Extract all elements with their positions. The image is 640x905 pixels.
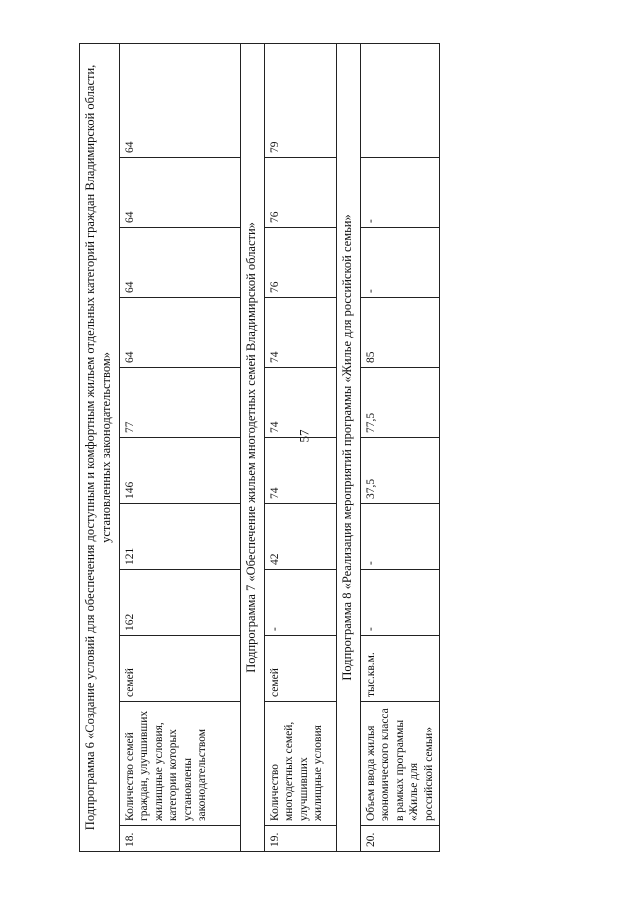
- unit-cell: семей: [265, 636, 337, 702]
- value-cell: 37,5: [361, 438, 440, 504]
- section-8-title: Подпрограмма 8 «Реализация мероприятий программы «Жилье для российской семьи»: [337, 43, 361, 851]
- value-cell: 64: [120, 43, 241, 157]
- page-number: 57: [296, 429, 312, 443]
- section-8-header-row: [337, 43, 361, 851]
- section-7-title: Подпрограмма 7 «Обеспечение жильем многодетных семей Владимирской области»: [241, 43, 265, 851]
- section-7-header-row: [241, 43, 265, 851]
- value-cell: 79: [265, 43, 337, 157]
- value-cell: -: [361, 570, 440, 636]
- value-cell: -: [361, 158, 440, 228]
- value-cell: -: [265, 570, 337, 636]
- value-cell: 74: [265, 438, 337, 504]
- value-cell: [361, 43, 440, 157]
- indicator-name: Количество семей граждан, улучшивших жилищные условия, категории которых установлены законодательством: [120, 702, 241, 826]
- indicators-table: [79, 43, 440, 852]
- table-row-19: [265, 43, 337, 851]
- value-cell: 64: [120, 228, 241, 298]
- value-cell: 64: [120, 158, 241, 228]
- value-cell: 121: [120, 504, 241, 570]
- row-number: 20.: [361, 826, 440, 852]
- value-cell: -: [361, 504, 440, 570]
- table-row-20: [361, 43, 440, 851]
- row-number: 18.: [120, 826, 241, 852]
- indicator-name: Объем ввода жилья экономического класса в рамках программы «Жилье для российской семьи»: [361, 702, 440, 826]
- value-cell: 74: [265, 298, 337, 368]
- value-cell: 77: [120, 368, 241, 438]
- value-cell: 76: [265, 158, 337, 228]
- value-cell: -: [361, 228, 440, 298]
- row-number: 19.: [265, 826, 337, 852]
- section-6-title: Подпрограмма 6 «Создание условий для обеспечения доступным и комфортным жильем отдельных категорий граждан Владимирской области, установленных законодательством»: [80, 43, 120, 851]
- table-row-18: [120, 43, 241, 851]
- value-cell: 85: [361, 298, 440, 368]
- value-cell: 77,5: [361, 368, 440, 438]
- unit-cell: тыс.кв.м.: [361, 636, 440, 702]
- value-cell: 42: [265, 504, 337, 570]
- value-cell: 162: [120, 570, 241, 636]
- indicator-name: Количество многодетных семей, улучшивших жилищные условия: [265, 702, 337, 826]
- rotated-table-wrapper: [79, 44, 435, 852]
- value-cell: 64: [120, 298, 241, 368]
- value-cell: 146: [120, 438, 241, 504]
- value-cell: 76: [265, 228, 337, 298]
- value-cell: 74: [265, 368, 337, 438]
- section-6-header-row: [80, 43, 120, 851]
- unit-cell: семей: [120, 636, 241, 702]
